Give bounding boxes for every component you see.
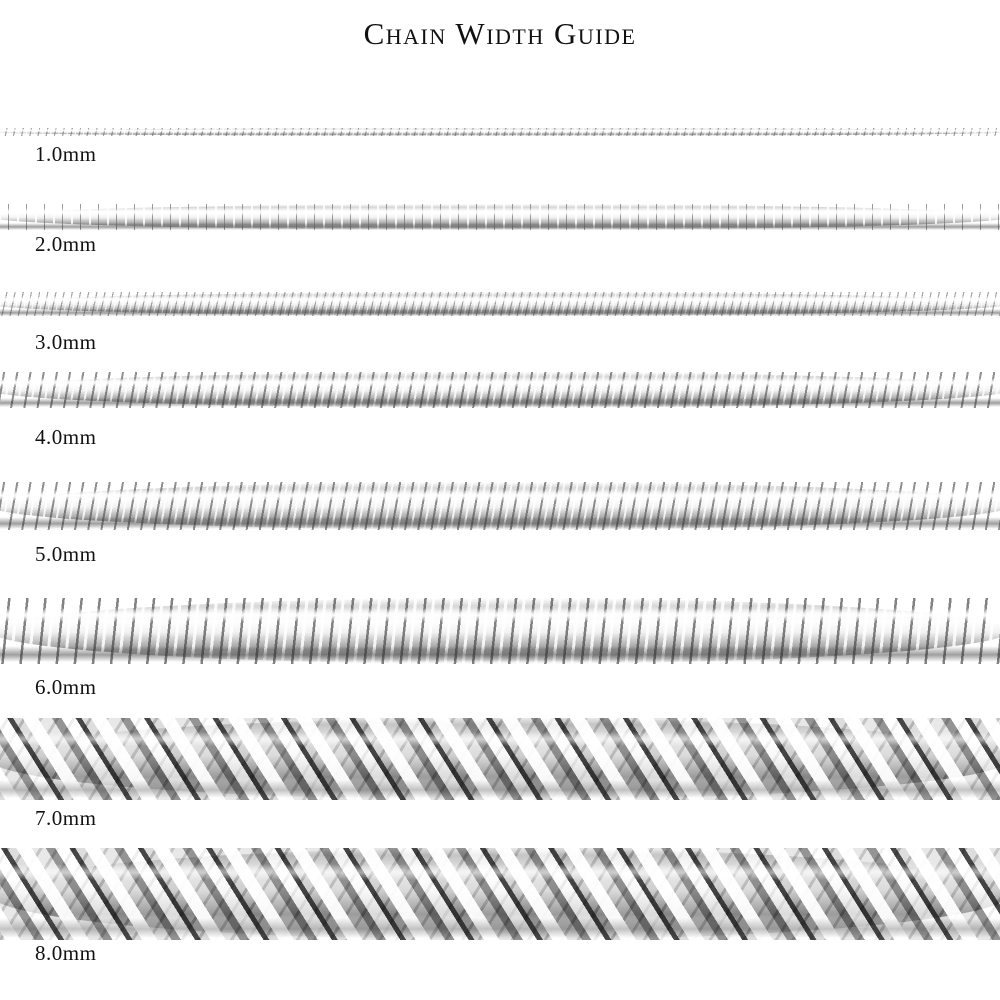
- chain-label-2mm: 2.0mm: [35, 232, 97, 256]
- chain-swatch-2mm: [0, 198, 1000, 242]
- chain-label-1mm: 1.0mm: [35, 142, 97, 166]
- chain-band: [0, 372, 1000, 408]
- chain-label-7mm: 7.0mm: [35, 806, 97, 830]
- chain-label-6mm: 6.0mm: [35, 675, 97, 699]
- chain-swatch-6mm: [0, 592, 1000, 680]
- chain-swatch-5mm: [0, 476, 1000, 546]
- chain-link-texture: [0, 204, 1000, 230]
- chain-link-texture: [0, 848, 1000, 940]
- chain-band: [0, 204, 1000, 230]
- chain-label-3mm: 3.0mm: [35, 330, 97, 354]
- chain-link-texture: [0, 598, 1000, 664]
- chain-band: [0, 598, 1000, 664]
- chain-swatch-4mm: [0, 366, 1000, 422]
- chain-swatch-1mm: [0, 120, 1000, 150]
- chain-label-5mm: 5.0mm: [35, 542, 97, 566]
- page-title: Chain Width Guide: [363, 16, 637, 51]
- chain-swatch-3mm: [0, 286, 1000, 330]
- chain-swatch-8mm: [0, 842, 1000, 952]
- chain-link-texture: [0, 292, 1000, 316]
- chain-band: [0, 292, 1000, 316]
- chain-link-texture: [0, 482, 1000, 530]
- chain-label-4mm: 4.0mm: [35, 425, 97, 449]
- chain-label-8mm: 8.0mm: [35, 941, 97, 965]
- chain-link-texture: [0, 128, 1000, 136]
- chain-swatch-7mm: [0, 712, 1000, 812]
- chain-band: [0, 128, 1000, 136]
- chain-band: [0, 718, 1000, 800]
- chain-band: [0, 482, 1000, 530]
- chain-link-texture: [0, 718, 1000, 800]
- chain-band: [0, 848, 1000, 940]
- chain-link-texture: [0, 372, 1000, 408]
